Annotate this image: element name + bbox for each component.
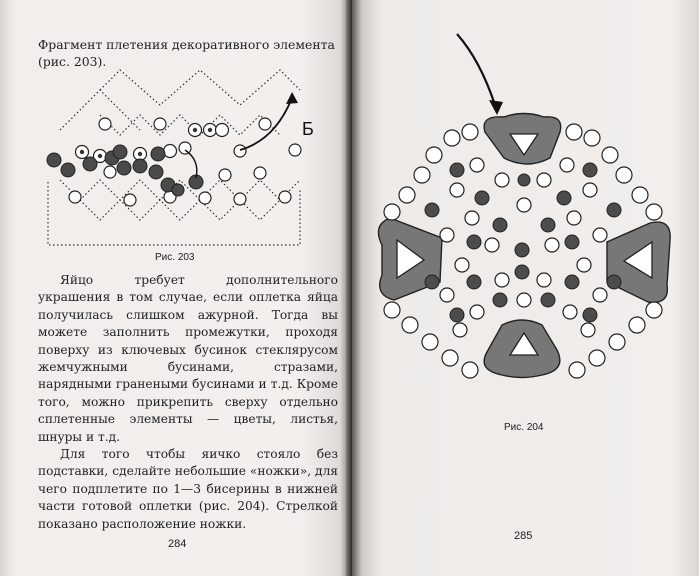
right-page-number-text: 285 (514, 530, 533, 542)
right-page (352, 0, 699, 576)
left-page-number (168, 538, 186, 550)
body-text (38, 272, 338, 533)
figure-label-b: Б (302, 119, 314, 139)
left-page-number-text: 284 (168, 538, 187, 550)
page-heading: Фрагмент плетения декоративного элемента (рис. 203). (38, 37, 335, 69)
paragraph-1: Яйцо требует дополнительного украшения в том случае, если оплетка яйца получилась слишком ажурной. Тогда вы можете заполнить промежутки, проходя поверху из ключевых бусинок стеклярусом жемчужными бусинами, стразами, нарядными гранеными бусинами и т.д. Кроме того, можно прикрепить сверху отдельно сплетенные элементы — цветы, листья, шнуры и т.д. (38, 273, 338, 444)
figure-203-caption: Рис. 203 (155, 252, 195, 263)
paragraph-2: Для того чтобы яичко стояло без подставки, сделайте небольшие «ножки», для чего подплетите по 1—3 бисерины в нижней части готовой оплетки (рис. 204). Стрелкой показано расположение ножки. (38, 447, 338, 531)
figure-204-caption: Рис. 204 (504, 422, 544, 433)
figure-203 (0, 60, 352, 260)
right-page-number (514, 530, 532, 542)
figure-204 (352, 20, 699, 400)
